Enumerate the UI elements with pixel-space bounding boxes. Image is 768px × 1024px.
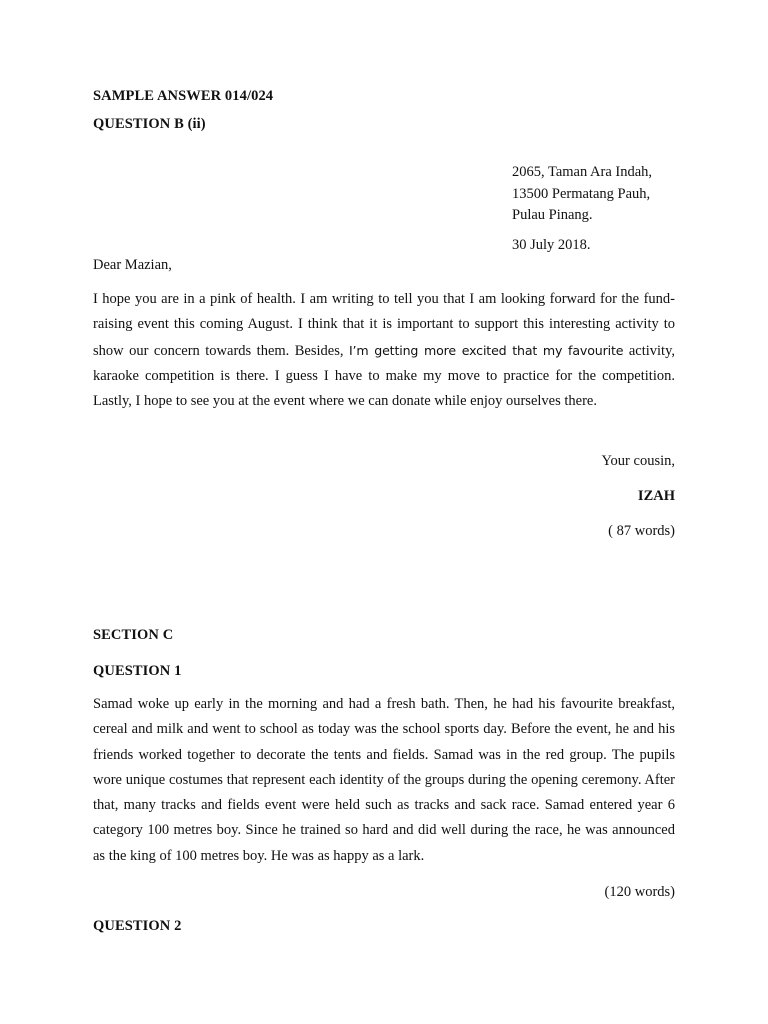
letter-date: 30 July 2018. (512, 237, 591, 253)
letter-body-lead: I hope you are in a pink of health. I am writing to tell you that I am looking forward for the fund-raising event this coming August. I think that it is important to support this interesting activity to show our concern towards them. Besides, (93, 291, 675, 359)
question-1-heading: QUESTION 1 (93, 663, 182, 679)
letter-salutation: Dear Mazian, (93, 257, 172, 273)
question-b-heading: QUESTION B (ii) (93, 116, 206, 132)
question-1-word-count: (120 words) (604, 884, 675, 900)
letter-body (93, 287, 675, 414)
address-line-2: 13500 Permatang Pauh, (512, 185, 651, 202)
letter-closing: Your cousin, (601, 453, 675, 469)
address-line-1: 2065, Taman Ara Indah, (512, 164, 653, 180)
document-title: SAMPLE ANSWER 014/024 (93, 88, 274, 104)
letter-body-tail: activity, karaoke competition is there. I guess I have to make my move to practice for the competition. Lastly, I hope to see you at the event where we can donate while enjoy ourselves there. (93, 342, 676, 410)
question-2-heading: QUESTION 2 (93, 918, 182, 934)
letter-signature: IZAH (637, 488, 675, 504)
section-c-heading: SECTION C (93, 627, 174, 643)
sender-address (512, 162, 652, 227)
address-line-3: Pulau Pinang. (512, 207, 593, 223)
letter-word-count: ( 87 words) (608, 523, 675, 539)
question-1-answer: Samad woke up early in the morning and had a fresh bath. Then, he had his favourite breakfast, cereal and milk and went to school as today was the school sports day. Before the event, he and his friends worked together to decorate the tents and fields. Samad was in the red group. The pupils wore unique costumes that represent each identity of the groups during the opening ceremony. After that, many tracks and fields event were held such as tracks and sack race. Samad entered year 6 category 100 metres boy. Since he trained so hard and did well during the race, he was announced as the king of 100 metres boy. He was as happy as a lark. (93, 696, 675, 864)
letter-body-alt-font: I’m getting more excited that my favourite (348, 342, 624, 358)
